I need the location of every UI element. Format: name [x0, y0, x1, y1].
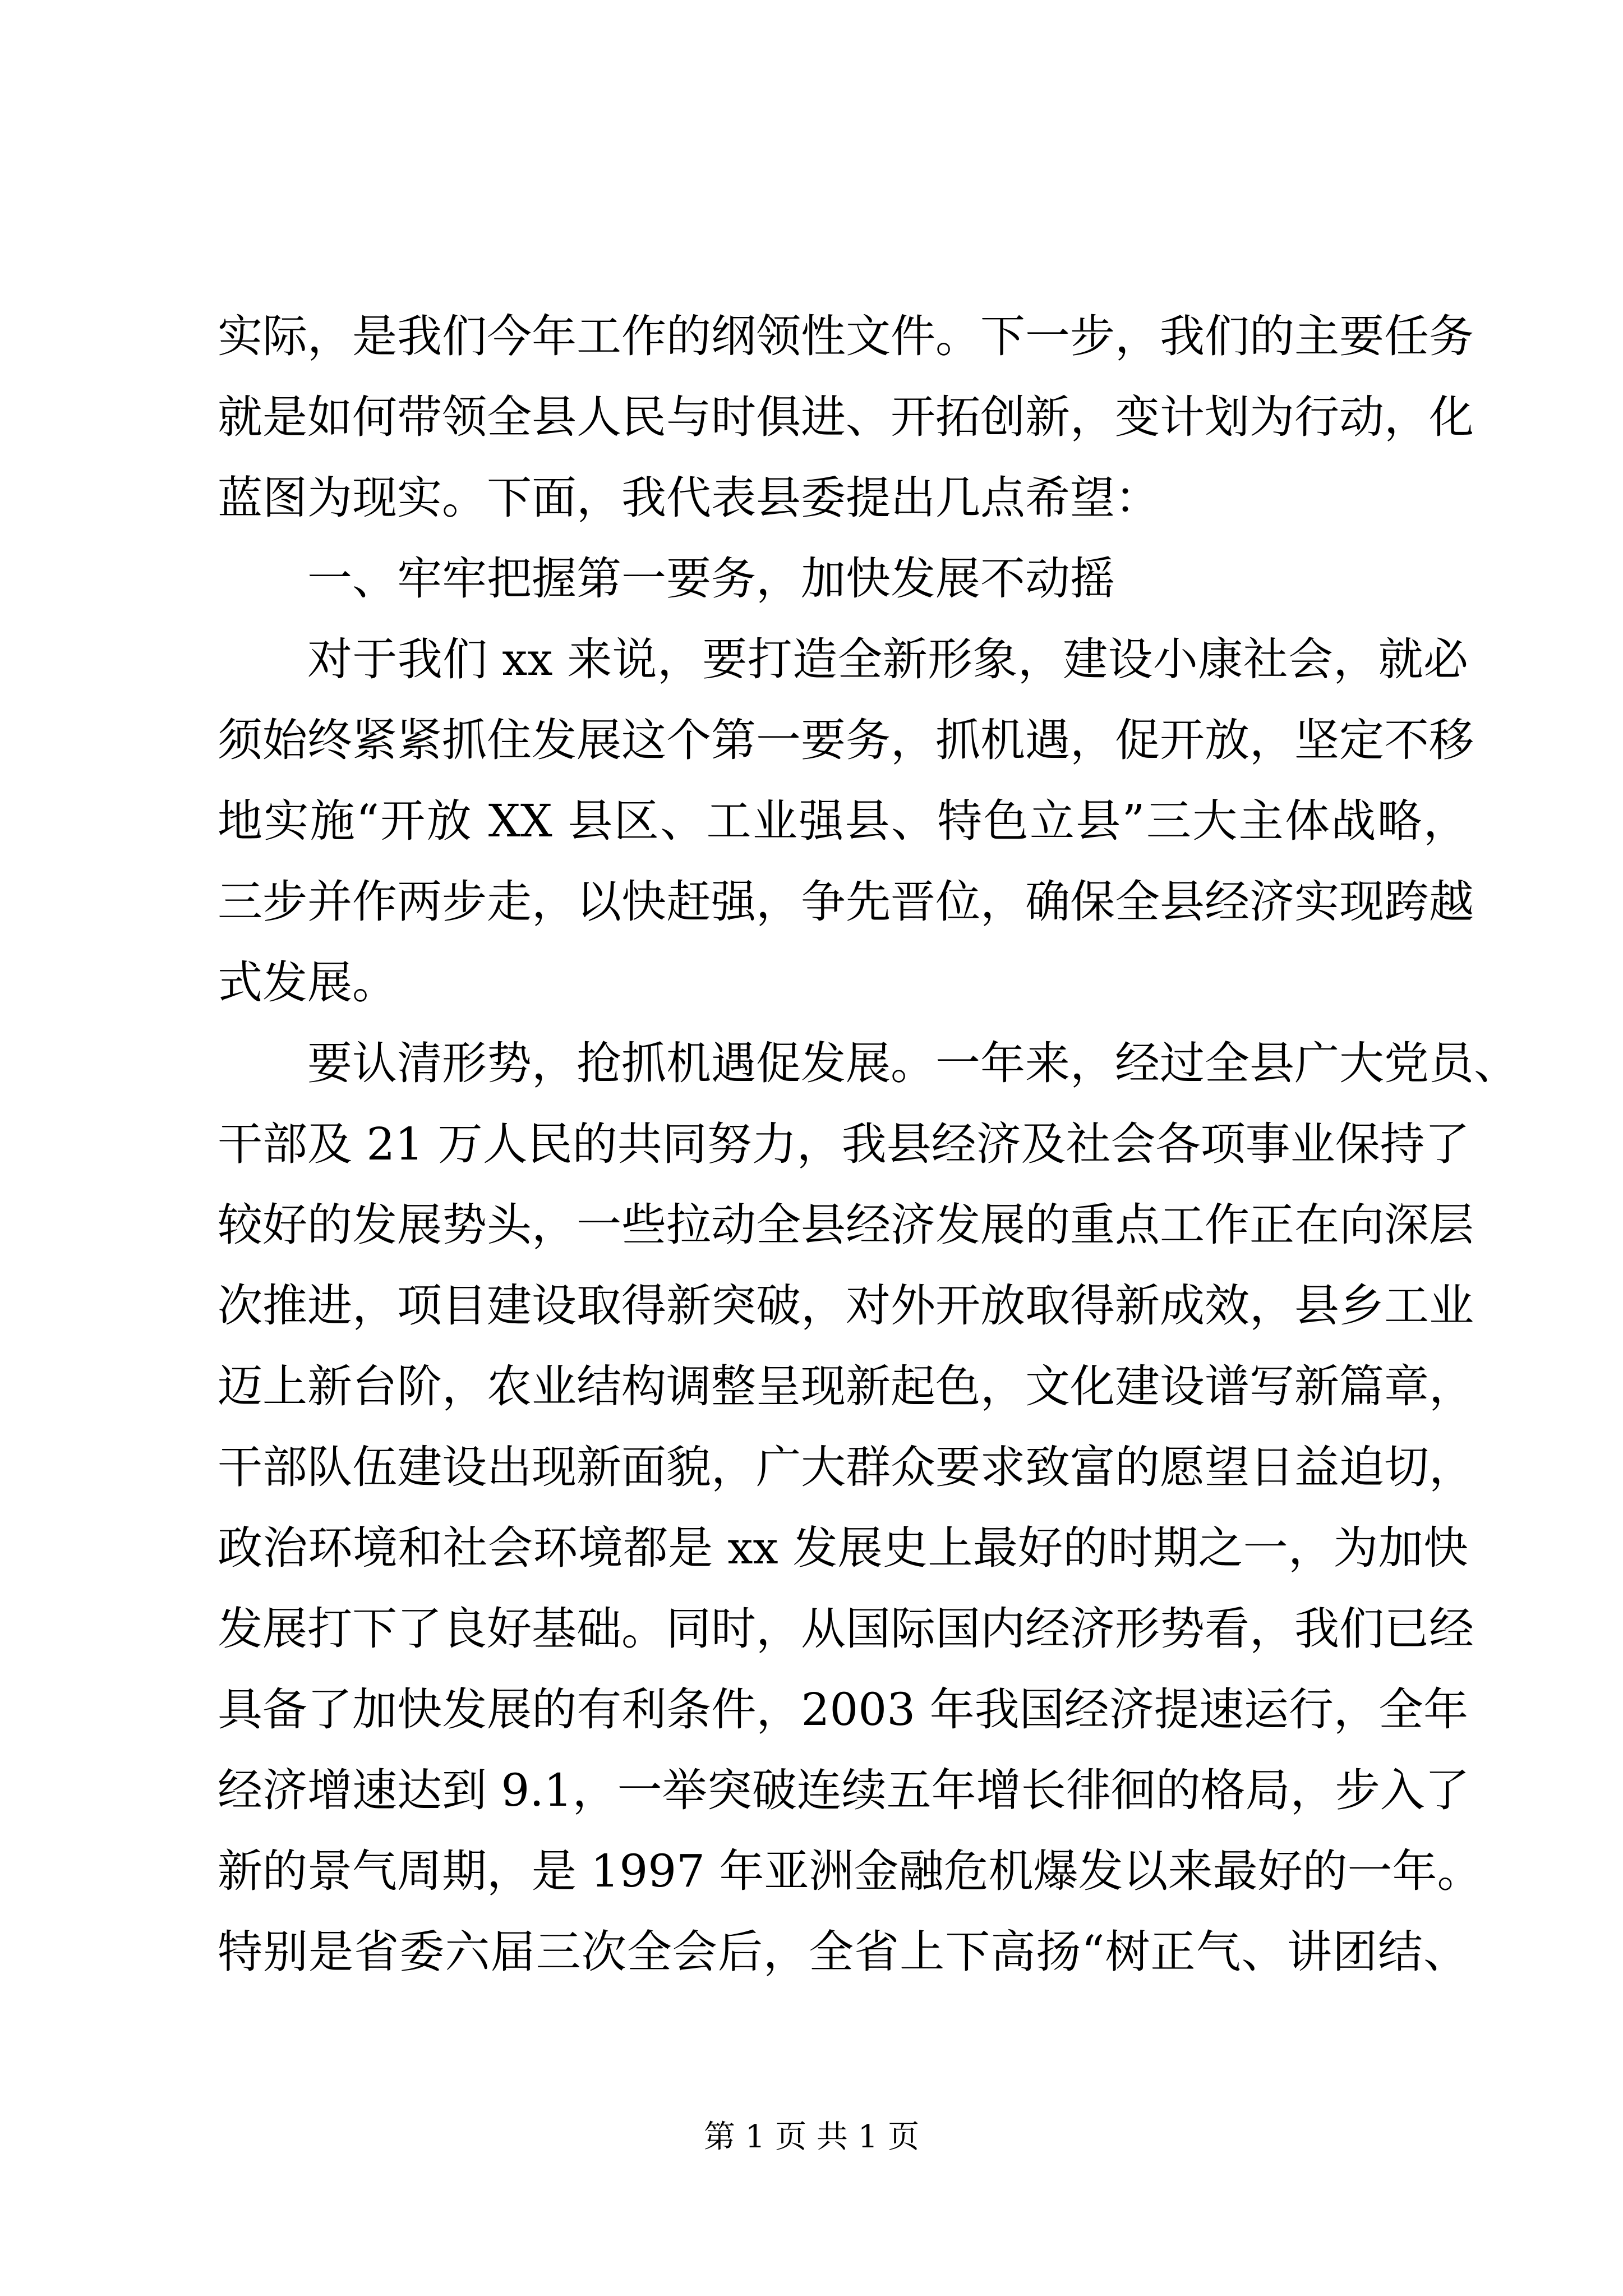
text-line: 发展打下了良好基础。同时，从国际国内经济形势看，我们已经: [218, 1603, 1474, 1655]
text-line: 较好的发展势头，一些拉动全县经济发展的重点工作正在向深层: [218, 1199, 1474, 1251]
text-line: 地实施“开放 XX 县区、工业强县、特色立县”三大主体战略，: [218, 795, 1468, 847]
section-heading: 一、牢牢把握第一要务，加快发展不动摇: [307, 553, 1115, 605]
text-line: 次推进，项目建设取得新突破，对外开放取得新成效，县乡工业: [218, 1280, 1474, 1332]
text-line: 经济增速达到 9.1，一举突破连续五年增长徘徊的格局，步入了: [218, 1764, 1470, 1816]
text-line: 政治环境和社会环境都是 xx 发展史上最好的时期之一，为加快: [218, 1522, 1468, 1574]
text-line: 三步并作两步走，以快赶强，争先晋位，确保全县经济实现跨越: [218, 876, 1474, 928]
text-line: 式发展。: [218, 956, 397, 1009]
text-line: 干部队伍建设出现新面貌，广大群众要求致富的愿望日益迫切，: [218, 1441, 1474, 1493]
page-number-footer: 第 1 页 共 1 页: [703, 2119, 920, 2155]
document-body: [218, 296, 1519, 1993]
text-line: 须始终紧紧抓住发展这个第一要务，抓机遇，促开放，坚定不移: [218, 714, 1474, 766]
text-line: 特别是省委六届三次全会后，全省上下高扬“树正气、讲团结、: [218, 1926, 1468, 1978]
text-line: 干部及 21 万人民的共同努力，我县经济及社会各项事业保持了: [218, 1118, 1470, 1170]
text-line: 实际，是我们今年工作的纲领性文件。下一步，我们的主要任务: [218, 310, 1474, 362]
text-line: 迈上新台阶，农业结构调整呈现新起色，文化建设谱写新篇章，: [218, 1360, 1474, 1412]
text-line: 要认清形势，抢抓机遇促发展。一年来，经过全县广大党员、: [307, 1037, 1519, 1089]
text-line: 就是如何带领全县人民与时俱进、开拓创新，变计划为行动，化: [218, 391, 1474, 443]
text-line: 新的景气周期，是 1997 年亚洲金融危机爆发以来最好的一年。: [218, 1845, 1482, 1897]
text-line: 具备了加快发展的有利条件，2003 年我国经济提速运行，全年: [218, 1683, 1468, 1736]
text-line: 蓝图为现实。下面，我代表县委提出几点希望：: [218, 472, 1160, 524]
text-line: 对于我们 xx 来说，要打造全新形象，建设小康社会，就必: [307, 633, 1468, 685]
